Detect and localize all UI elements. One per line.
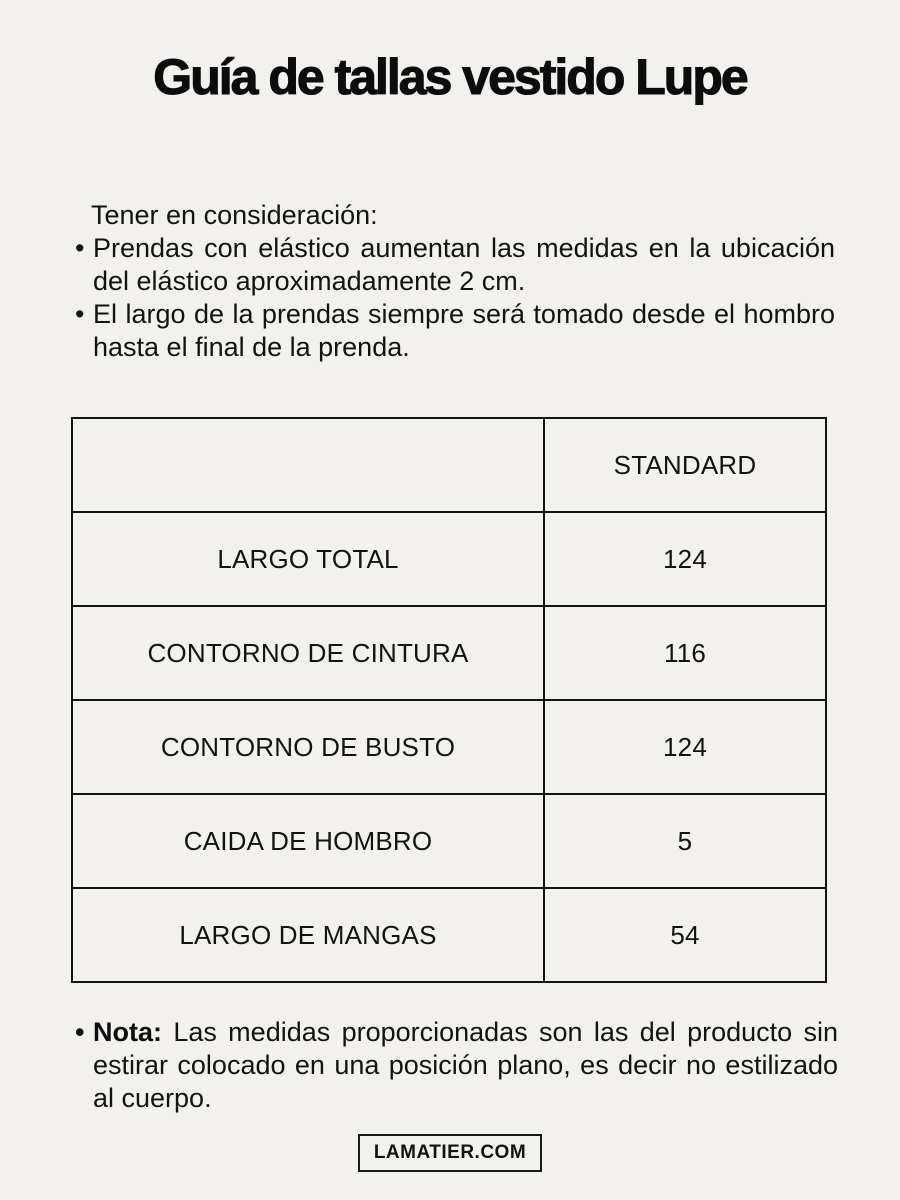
measure-value: 124 xyxy=(544,512,826,606)
table-header-row xyxy=(72,418,826,512)
table-row xyxy=(72,794,826,888)
measure-value: 5 xyxy=(544,794,826,888)
page-title: Guía de tallas vestido Lupe xyxy=(153,49,747,105)
measure-value: 124 xyxy=(544,700,826,794)
measure-label: CONTORNO DE CINTURA xyxy=(72,606,544,700)
considerations-heading: Tener en consideración: xyxy=(91,200,378,230)
measure-value: 116 xyxy=(544,606,826,700)
table-header-empty xyxy=(72,418,544,512)
brand-box: LAMATIER.COM xyxy=(358,1134,542,1172)
consideration-item-length: • El largo de la prendas siempre será tomado desde el hombro hasta el final de la prenda. xyxy=(75,298,835,364)
table-row xyxy=(72,606,826,700)
note-section xyxy=(75,1016,838,1115)
consideration-item-elastic: • Prendas con elástico aumentan las medidas en la ubicación del elástico aproximadamente 2 cm. xyxy=(75,232,835,298)
table-header-standard: STANDARD xyxy=(544,418,826,512)
considerations-list xyxy=(75,232,835,364)
measure-label: CAIDA DE HOMBRO xyxy=(72,794,544,888)
note-item xyxy=(75,1016,838,1115)
table-row xyxy=(72,512,826,606)
measure-label: LARGO DE MANGAS xyxy=(72,888,544,982)
note-text: Las medidas proporcionadas son las del producto sin estirar colocado en una posición plano, es decir no estilizado al cuerpo. xyxy=(93,1017,838,1113)
measure-label: CONTORNO DE BUSTO xyxy=(72,700,544,794)
measure-value: 54 xyxy=(544,888,826,982)
footer xyxy=(0,1134,900,1172)
size-table xyxy=(71,417,827,983)
note-list xyxy=(75,1016,838,1115)
table-row xyxy=(72,888,826,982)
table-row xyxy=(72,700,826,794)
measure-label: LARGO TOTAL xyxy=(72,512,544,606)
note-label: Nota: xyxy=(93,1017,162,1047)
considerations-section xyxy=(75,199,835,364)
